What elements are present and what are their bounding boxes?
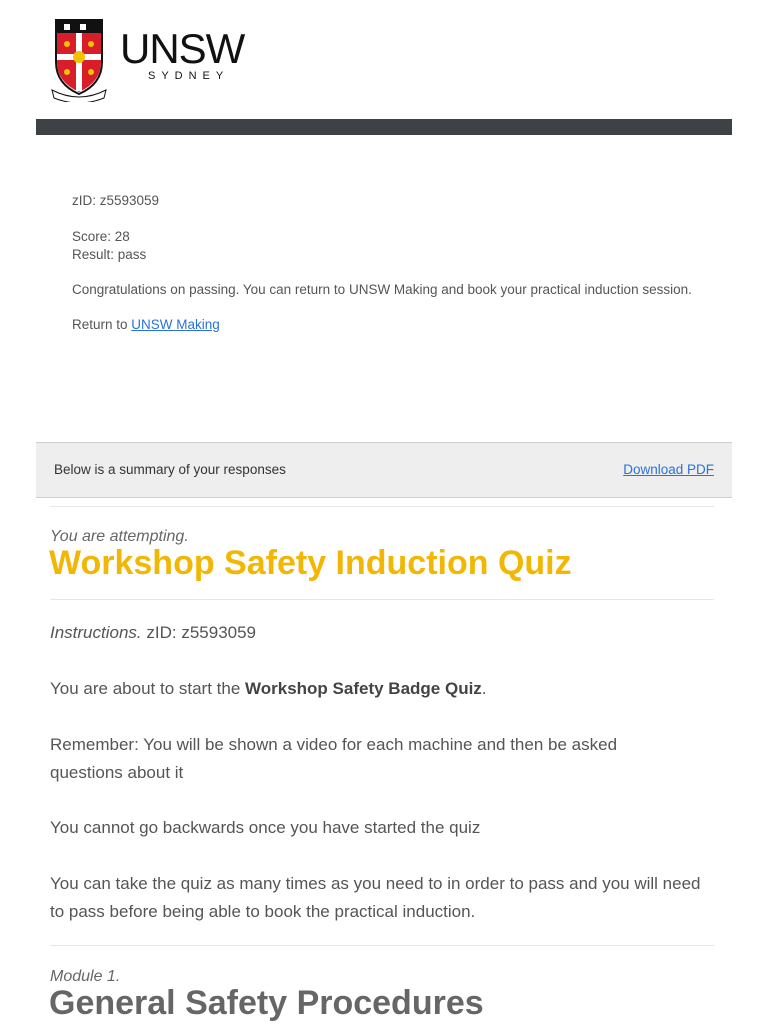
return-line xyxy=(72,316,702,334)
result-status: Result: pass xyxy=(72,247,147,262)
result-panel xyxy=(72,192,702,334)
instructions-zid: zID: z5593059 xyxy=(141,623,257,642)
retake-paragraph: You can take the quiz as many times as you need to in order to pass and you will need to pass before being able to book the practical induction. xyxy=(50,874,701,921)
result-zid: zID: z5593059 xyxy=(72,193,160,208)
start-suffix: . xyxy=(481,679,487,698)
no-back-paragraph: You cannot go backwards once you have started the quiz xyxy=(50,818,481,837)
instructions-label: Instructions. xyxy=(50,623,142,642)
result-score: Score: 28 xyxy=(72,229,130,244)
summary-text: Below is a summary of your responses xyxy=(54,462,286,477)
module-label: Module 1. xyxy=(50,968,121,985)
unsw-logo xyxy=(50,14,245,102)
unsw-crest-icon xyxy=(50,14,114,102)
unsw-making-link[interactable]: UNSW Making xyxy=(131,317,220,332)
summary-bar xyxy=(36,442,732,498)
divider xyxy=(50,599,714,600)
remember-paragraph: Remember: You will be shown a video for each machine and then be asked questions about it xyxy=(50,735,618,782)
quiz-name: Workshop Safety Badge Quiz xyxy=(245,679,482,698)
return-prefix: Return to xyxy=(72,317,132,332)
module-title: General Safety Procedures xyxy=(49,984,484,1022)
instructions-line xyxy=(50,619,720,647)
divider xyxy=(50,945,714,946)
divider xyxy=(50,506,714,507)
download-pdf-link[interactable]: Download PDF xyxy=(623,462,714,477)
start-prefix: You are about to start the xyxy=(50,679,246,698)
unsw-sydney-label: SYDNEY xyxy=(148,70,230,82)
quiz-title: Workshop Safety Induction Quiz xyxy=(49,544,572,582)
attempt-label: You are attempting. xyxy=(50,528,189,545)
result-message: Congratulations on passing. You can return to UNSW Making and book your practical induction session. xyxy=(72,282,692,297)
start-paragraph xyxy=(50,675,720,703)
unsw-wordmark: UNSW xyxy=(120,25,245,72)
header-bar xyxy=(36,119,732,135)
